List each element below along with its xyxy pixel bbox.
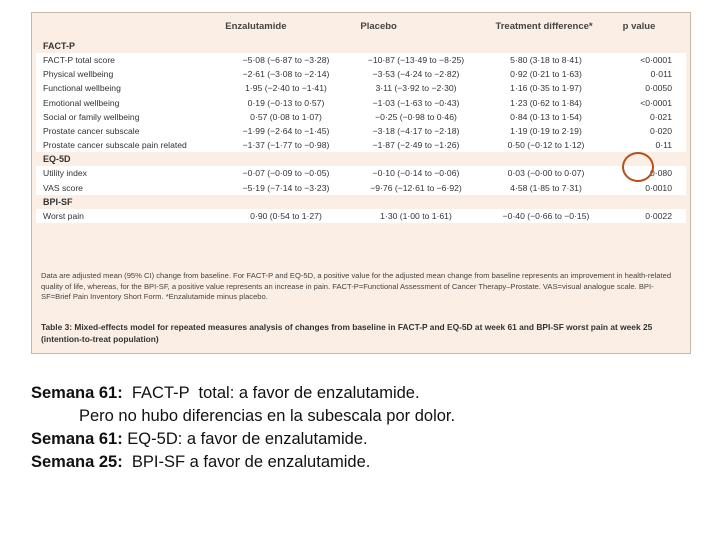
table-row	[36, 138, 686, 152]
cell-treatment-difference: 1·16 (0·35 to 1·97)	[510, 83, 582, 94]
cell-treatment-difference: 0·92 (0·21 to 1·63)	[510, 69, 582, 80]
note-week-label: Semana 61:	[31, 384, 123, 402]
slide-notes	[31, 382, 711, 474]
section-title: FACT-P	[32, 39, 690, 53]
cell-p-value: 0·11	[655, 140, 672, 151]
table-row	[36, 110, 686, 124]
cell-placebo: −3·18 (−4·17 to −2·18)	[372, 126, 460, 137]
row-label: Physical wellbeing	[43, 69, 114, 80]
highlight-circle-annotation	[622, 152, 654, 182]
cell-p-value: 0·011	[650, 69, 672, 80]
cell-treatment-difference: 4·58 (1·85 to 7·31)	[510, 182, 582, 193]
table-row	[36, 124, 686, 138]
table-row	[36, 96, 686, 110]
cell-placebo: −9·76 (−12·61 to −6·92)	[370, 182, 462, 193]
cell-p-value: 0·020	[650, 126, 672, 137]
table-row	[36, 67, 686, 81]
note-text: BPI-SF a favor de enzalutamide.	[122, 453, 371, 471]
table-body	[32, 39, 690, 223]
note-line	[31, 382, 711, 405]
cell-p-value: 0·0010	[645, 182, 672, 193]
note-line	[31, 451, 711, 474]
table-caption: Table 3: Mixed-effects model for repeated measures analysis of changes from baseline in FACT-P and EQ-5D at week 61 and BPI-SF worst pain at week 25 (intention-to-treat population)	[41, 322, 653, 344]
cell-enzalutamide: 1·95 (−2·40 to −1·41)	[245, 83, 327, 94]
row-label: VAS score	[43, 182, 83, 193]
cell-enzalutamide: −0·07 (−0·09 to −0·05)	[242, 168, 330, 179]
table-header-row	[32, 13, 690, 39]
cell-p-value: <0·0001	[640, 55, 672, 66]
table-footnote: Data are adjusted mean (95% CI) change from baseline. For FACT-P and EQ-5D, a positive value for the adjusted mean change from baseline represents an improvement in health-related quality of life, whereas, for the BPI-SF, a positive value represents an increase in pain. FACT-P=Functional Assessment of Cancer Therapy–Prostate. VAS=visual analogue scale. BPI-SF=Brief Pain Inventory Short Form. *Enzalutamide minus placebo.	[41, 271, 672, 302]
cell-treatment-difference: −0·40 (−0·66 to −0·15)	[502, 210, 590, 221]
section-title: EQ-5D	[32, 152, 690, 166]
table-row	[36, 166, 686, 180]
row-label: FACT-P total score	[43, 55, 115, 66]
row-label: Utility index	[43, 168, 87, 179]
cell-placebo: −10·87 (−13·49 to −8·25)	[367, 55, 465, 66]
cell-p-value: 0·0050	[645, 83, 672, 94]
cell-p-value: 0·080	[650, 168, 672, 179]
row-label: Functional wellbeing	[43, 83, 121, 94]
table-row	[36, 209, 686, 223]
note-text: EQ-5D: a favor de enzalutamide.	[122, 430, 368, 448]
results-table-figure	[31, 12, 691, 354]
cell-treatment-difference: 0·50 (−0·12 to 1·12)	[507, 140, 585, 151]
cell-enzalutamide: −1·37 (−1·77 to −0·98)	[242, 140, 330, 151]
header-p-value: p value	[622, 20, 656, 32]
section-rows	[36, 166, 686, 194]
cell-enzalutamide: 0·19 (−0·13 to 0·57)	[247, 97, 325, 108]
cell-placebo: −0·25 (−0·98 to 0·46)	[375, 111, 457, 122]
cell-p-value: 0·0022	[645, 210, 672, 221]
cell-enzalutamide: −5·08 (−6·87 to −3·28)	[242, 55, 330, 66]
section-rows	[36, 53, 686, 152]
cell-treatment-difference: 1·19 (0·19 to 2·19)	[510, 126, 582, 137]
cell-treatment-difference: 0·03 (−0·00 to 0·07)	[507, 168, 585, 179]
cell-placebo: 3·11 (−3·92 to −2·30)	[375, 83, 457, 94]
cell-enzalutamide: −5·19 (−7·14 to −3·23)	[242, 182, 330, 193]
note-text: Pero no hubo diferencias en la subescala por dolor.	[79, 407, 456, 425]
section-title: BPI-SF	[32, 195, 690, 209]
row-label: Worst pain	[43, 210, 84, 221]
cell-enzalutamide: 0·90 (0·54 to 1·27)	[250, 210, 322, 221]
section-rows	[36, 209, 686, 223]
row-label: Prostate cancer subscale pain related	[43, 140, 187, 151]
header-enzalutamide: Enzalutamide	[225, 20, 287, 32]
note-week-label: Semana 61:	[31, 430, 123, 448]
cell-placebo: −3·53 (−4·24 to −2·82)	[372, 69, 460, 80]
table-row	[36, 81, 686, 95]
cell-placebo: −0·10 (−0·14 to −0·06)	[372, 168, 460, 179]
cell-placebo: 1·30 (1·00 to 1·61)	[380, 210, 452, 221]
table-row	[36, 53, 686, 67]
cell-treatment-difference: 1·23 (0·62 to 1·84)	[510, 97, 582, 108]
header-treatment-difference: Treatment difference*	[495, 20, 593, 32]
cell-enzalutamide: −1·99 (−2·64 to −1·45)	[242, 126, 330, 137]
cell-treatment-difference: 0·84 (0·13 to 1·54)	[510, 111, 582, 122]
cell-enzalutamide: −2·61 (−3·08 to −2·14)	[242, 69, 330, 80]
row-label: Prostate cancer subscale	[43, 126, 140, 137]
row-label: Social or family wellbeing	[43, 111, 140, 122]
note-text: FACT-P total: a favor de enzalutamide.	[122, 384, 420, 402]
cell-placebo: −1·03 (−1·63 to −0·43)	[372, 97, 460, 108]
note-line	[31, 405, 711, 428]
cell-placebo: −1·87 (−2·49 to −1·26)	[372, 140, 460, 151]
cell-enzalutamide: 0·57 (0·08 to 1·07)	[250, 111, 322, 122]
note-week-label: Semana 25:	[31, 453, 123, 471]
cell-p-value: <0·0001	[640, 97, 672, 108]
table-row	[36, 181, 686, 195]
header-placebo: Placebo	[360, 20, 397, 32]
cell-treatment-difference: 5·80 (3·18 to 8·41)	[510, 55, 582, 66]
row-label: Emotional wellbeing	[43, 97, 120, 108]
note-line	[31, 428, 711, 451]
cell-p-value: 0·021	[650, 111, 672, 122]
